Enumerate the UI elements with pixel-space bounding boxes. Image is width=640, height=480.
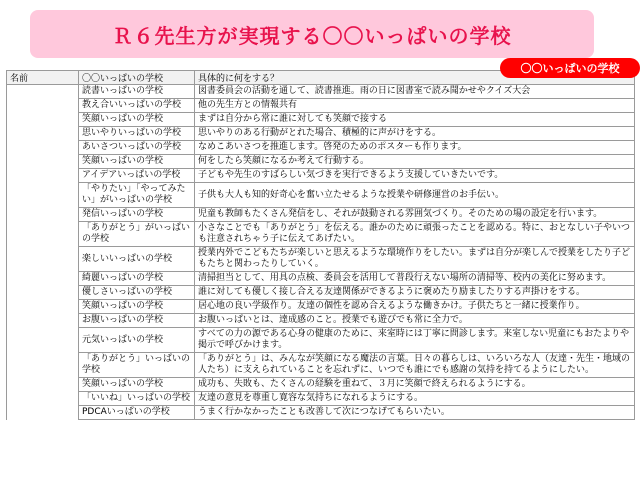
school-cell: 笑顔いっぱいの学校 [79, 378, 195, 392]
plans-table [6, 70, 635, 420]
name-cell [7, 406, 79, 420]
school-cell: 思いやりいっぱいの学校 [79, 127, 195, 141]
name-cell [7, 328, 79, 353]
school-cell: 笑顔いっぱいの学校 [79, 155, 195, 169]
page-title: Ｒ６先生方が実現する〇〇いっぱいの学校 [112, 23, 512, 48]
table-row [7, 155, 635, 169]
school-badge: 〇〇いっぱいの学校 [500, 58, 640, 78]
school-cell: あいさついっぱいの学校 [79, 141, 195, 155]
school-cell: 笑顔いっぱいの学校 [79, 113, 195, 127]
name-cell [7, 169, 79, 183]
action-cell: うまく行かなかったことも改善して次につなげてもらいたい。 [195, 406, 635, 420]
table-row [7, 141, 635, 155]
table-row [7, 286, 635, 300]
header-school: 〇〇いっぱいの学校 [79, 71, 195, 85]
name-cell [7, 85, 79, 99]
table-row [7, 113, 635, 127]
name-cell [7, 247, 79, 272]
table-row [7, 272, 635, 286]
school-cell: 優しさいっぱいの学校 [79, 286, 195, 300]
action-cell: 「ありがとう」は、みんなが笑顔になる魔法の言葉。日々の暮らしは、いろいろな人（友達・先生・地域の人たち）に支えられていることを忘れずに、いつでも誰にでも感謝の気持を持てるようにしたい。 [195, 353, 635, 378]
school-cell: 「ありがとう」がいっぱいの学校 [79, 222, 195, 247]
action-cell: お腹いっぱいとは、達成感のこと。授業でも遊びでも常に全力で。 [195, 314, 635, 328]
table-row [7, 183, 635, 208]
action-cell: 他の先生方との情報共有 [195, 99, 635, 113]
school-cell: 発信いっぱいの学校 [79, 208, 195, 222]
action-cell: 思いやりのある行動がとれた場合、積極的に声がけをする。 [195, 127, 635, 141]
name-cell [7, 99, 79, 113]
name-cell [7, 353, 79, 378]
header-action: 具体的に何をする？ [195, 71, 635, 85]
action-cell: 子供も大人も知的好奇心を奮い立たせるような授業や研修運営のお手伝い。 [195, 183, 635, 208]
name-cell [7, 127, 79, 141]
school-cell: 「やりたい」「やってみたい」がいっぱいの学校 [79, 183, 195, 208]
table-row [7, 378, 635, 392]
action-cell: 成功も、失敗も、たくさんの経験を重ねて、３月に笑顔で終えられるようにする。 [195, 378, 635, 392]
school-cell: お腹いっぱいの学校 [79, 314, 195, 328]
table-row [7, 169, 635, 183]
title-banner [30, 10, 594, 58]
action-cell: 何をしたら笑顔になるか考えて行動する。 [195, 155, 635, 169]
action-cell: 清掃担当として、用具の点検、委員会を活用して普段行えない場所の清掃等、校内の美化に努めます。 [195, 272, 635, 286]
action-cell: 居心地の良い学級作り。友達の個性を認め合えるような働きかけ。子供たちと一緒に授業作り。 [195, 300, 635, 314]
table-row [7, 353, 635, 378]
table-row [7, 314, 635, 328]
table-row [7, 85, 635, 99]
action-cell: 児童も教師もたくさん発信をし、それが鼓動される雰囲気づくり。そのための場の設定を行います。 [195, 208, 635, 222]
name-cell [7, 208, 79, 222]
table-row [7, 328, 635, 353]
name-cell [7, 222, 79, 247]
action-cell: 誰に対しても優しく接し合える友達関係ができるように褒めたり励ましたりする声掛けをする。 [195, 286, 635, 300]
school-cell: 「いいね」いっぱいの学校 [79, 392, 195, 406]
school-cell: 元気いっぱいの学校 [79, 328, 195, 353]
name-cell [7, 286, 79, 300]
action-cell: 子どもや先生のすばらしい気づきを実行できるよう支援していきたいです。 [195, 169, 635, 183]
table-row [7, 247, 635, 272]
school-cell: アイデアいっぱいの学校 [79, 169, 195, 183]
name-cell [7, 183, 79, 208]
school-cell: 読書いっぱいの学校 [79, 85, 195, 99]
table-row [7, 208, 635, 222]
name-cell [7, 392, 79, 406]
action-cell: すべての力の源である心身の健康のために、来室時には丁寧に問診します。来室しない児童にもおたよりや掲示で呼びかけます。 [195, 328, 635, 353]
action-cell: 友達の意見を尊重し寛容な気持ちになれるようにする。 [195, 392, 635, 406]
table-row [7, 392, 635, 406]
action-cell: 授業内外でこどもたちが楽しいと思えるような環境作りをしたい。まずは自分が楽しんで授業をしたり子どもたちと関わったりしていく。 [195, 247, 635, 272]
header-name: 名前 [7, 71, 79, 85]
school-cell: PDCAいっぱいの学校 [79, 406, 195, 420]
name-cell [7, 378, 79, 392]
action-cell: 小さなことでも「ありがとう」を伝える。誰かのために頑張ったことを認める。特に、おとなしい子やいつも注意されちゃう子に伝えてあげたい。 [195, 222, 635, 247]
table-row [7, 222, 635, 247]
name-cell [7, 113, 79, 127]
school-cell: 「ありがとう」いっぱいの学校 [79, 353, 195, 378]
table-row [7, 406, 635, 420]
name-cell [7, 272, 79, 286]
action-cell: なめこあいさつを推進します。啓発のためのポスターも作ります。 [195, 141, 635, 155]
action-cell: 図書委員会の活動を通して、読書推進。雨の日に図書室で読み聞かせやクイズ大会 [195, 85, 635, 99]
name-cell [7, 141, 79, 155]
school-cell: 教え合いいっぱいの学校 [79, 99, 195, 113]
school-cell: 笑顔いっぱいの学校 [79, 300, 195, 314]
action-cell: まずは自分から常に誰に対しても笑顔で接する [195, 113, 635, 127]
name-cell [7, 314, 79, 328]
name-cell [7, 300, 79, 314]
school-cell: 綺麗いっぱいの学校 [79, 272, 195, 286]
school-cell: 楽しいいっぱいの学校 [79, 247, 195, 272]
table-row [7, 99, 635, 113]
table-row [7, 300, 635, 314]
name-cell [7, 155, 79, 169]
table-row [7, 127, 635, 141]
